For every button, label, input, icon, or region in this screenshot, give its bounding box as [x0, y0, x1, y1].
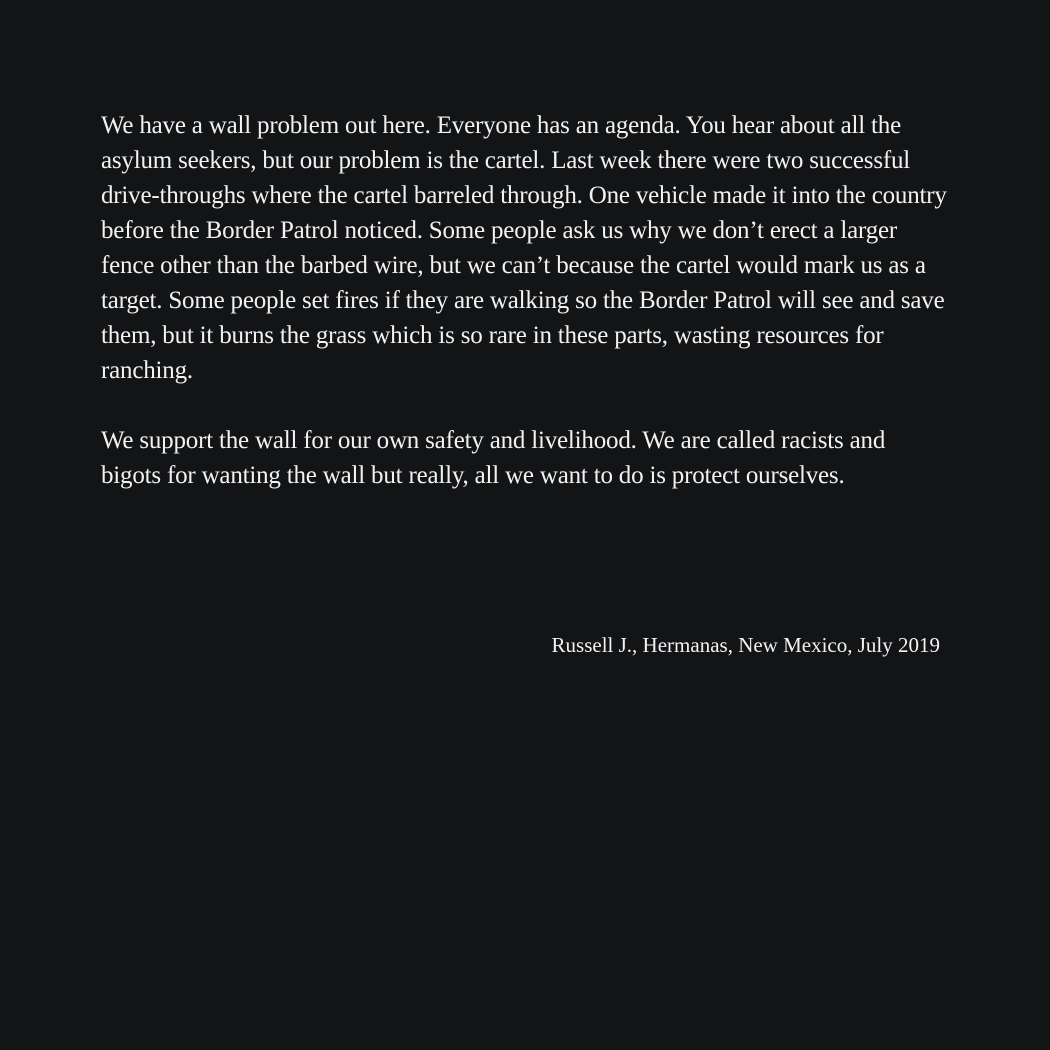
quote-text-block: [101, 108, 951, 493]
quote-attribution: Russell J., Hermanas, New Mexico, July 2019: [551, 633, 940, 657]
quote-paragraph-2: We support the wall for our own safety and livelihood. We are called racists and bigots for wanting the wall but really, all we want to do is protect ourselves.: [101, 427, 886, 489]
quote-paragraph-1: We have a wall problem out here. Everyone has an agenda. You hear about all the asylum seekers, but our problem is the cartel. Last week there were two successful drive-throughs where the cartel barreled through. One vehicle made it into the country before the Border Patrol noticed. Some people ask us why we don’t erect a larger fence other than the barbed wire, but we can’t because the cartel would mark us as a target. Some people set fires if they are walking so the Border Patrol will see and save them, but it burns the grass which is so rare in these parts, wasting resources for ranching.: [101, 112, 947, 384]
